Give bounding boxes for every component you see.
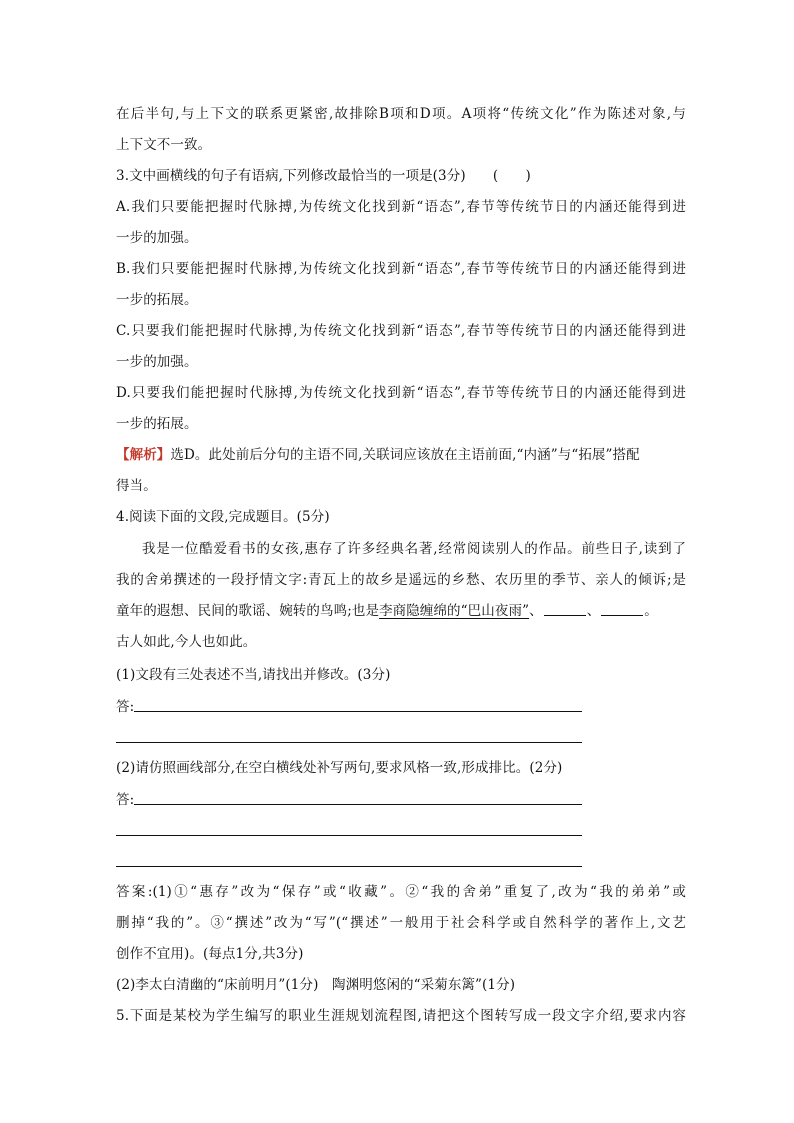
underlined-model-phrase: 李商隐缠绵的“巴山夜雨”	[379, 603, 530, 619]
analysis-continuation-line-1: 在后半句,与上下文的联系更紧密,故排除B项和D项。A项将“传统文化”作为陈述对象,与	[116, 106, 686, 122]
option-a-line-2: 一步的加强。	[116, 230, 198, 246]
option-d-line-2: 一步的拓展。	[116, 416, 198, 432]
answer-label-1: 答:	[116, 699, 135, 715]
option-b-line-1: B.我们只要能把握时代脉搏,为传统文化找到新“语态”,春节等传统节日的内涵还能得到进	[116, 261, 686, 277]
question-4-stem: 4.阅读下面的文段,完成题目。(5分)	[116, 509, 330, 525]
option-b-line-2: 一步的拓展。	[116, 292, 198, 308]
analysis-tag: 【解析】	[116, 447, 171, 463]
analysis-text: 选D。此处前后分句的主语不同,关联词应该放在主语前面,“内涵”与“拓展”搭配	[170, 447, 640, 463]
passage-line-3-text: 童年的遐想、民间的歌谣、婉转的鸟鸣;也是	[116, 603, 380, 619]
passage-line-1: 我是一位酷爱看书的女孩,惠存了许多经典名著,经常阅读别人的作品。前些日子,读到了	[142, 541, 686, 557]
passage-line-4: 古人如此,今人也如此。	[116, 634, 257, 650]
answer-line-1b	[116, 742, 582, 743]
answer-line-2b	[116, 835, 582, 836]
option-c-line-2: 一步的加强。	[116, 354, 198, 370]
answer-line-1a	[134, 711, 582, 712]
subquestion-2: (2)请仿照画线部分,在空白横线处补写两句,要求风格一致,形成排比。(2分)	[116, 760, 563, 776]
question-5-stem: 5.下面是某校为学生编写的职业生涯规划流程图,请把这个图转写成一段文字介绍,要求内容	[116, 1008, 686, 1024]
option-d-line-1: D.只要我们能把握时代脉搏,为传统文化找到新“语态”,春节等传统节日的内涵还能得到进	[116, 385, 686, 401]
passage-line-2: 我的舍弟撰述的一段抒情文字:青瓦上的故乡是遥远的乡愁、农历里的季节、亲人的倾诉;是	[116, 572, 686, 588]
answer-key-line-1: 答案:(1)①“惠存”改为“保存”或“收藏”。②“我的舍弟”重复了,改为“我的弟弟”或	[116, 884, 686, 900]
option-a-line-1: A.我们只要能把握时代脉搏,为传统文化找到新“语态”,春节等传统节日的内涵还能得到进	[116, 199, 686, 215]
answer-key-line-4: (2)李太白清幽的“床前明月”(1分) 陶渊明悠闲的“采菊东篱”(1分)	[116, 977, 516, 993]
analysis-line-1	[116, 445, 686, 465]
analysis-continuation-line-2: 上下文不一致。	[116, 137, 212, 153]
period: 。	[644, 603, 658, 619]
separator-2: 、	[586, 603, 601, 619]
question-3-stem: 3.文中画横线的句子有语病,下列修改最恰当的一项是(3分) ( )	[116, 168, 531, 184]
answer-key-line-3: 创作不宜用)。(每点1分,共3分)	[116, 946, 304, 962]
answer-line-2c	[116, 866, 582, 867]
answer-label-2: 答:	[116, 792, 135, 808]
analysis-line-2: 得当。	[116, 478, 157, 494]
answer-key-line-2: 删掉“我的”。③“撰述”改为“写”(“撰述”一般用于社会科学或自然科学的著作上,文艺	[116, 915, 686, 931]
subquestion-1: (1)文段有三处表述不当,请找出并修改。(3分)	[116, 667, 391, 683]
option-c-line-1: C.只要我们能把握时代脉搏,为传统文化找到新“语态”,春节等传统节日的内涵还能得到进	[116, 323, 686, 339]
fill-blank-2	[601, 601, 643, 616]
answer-line-2a	[134, 804, 582, 805]
separator-1: 、	[529, 603, 543, 619]
passage-line-3	[116, 601, 686, 621]
fill-blank-1	[544, 601, 586, 616]
